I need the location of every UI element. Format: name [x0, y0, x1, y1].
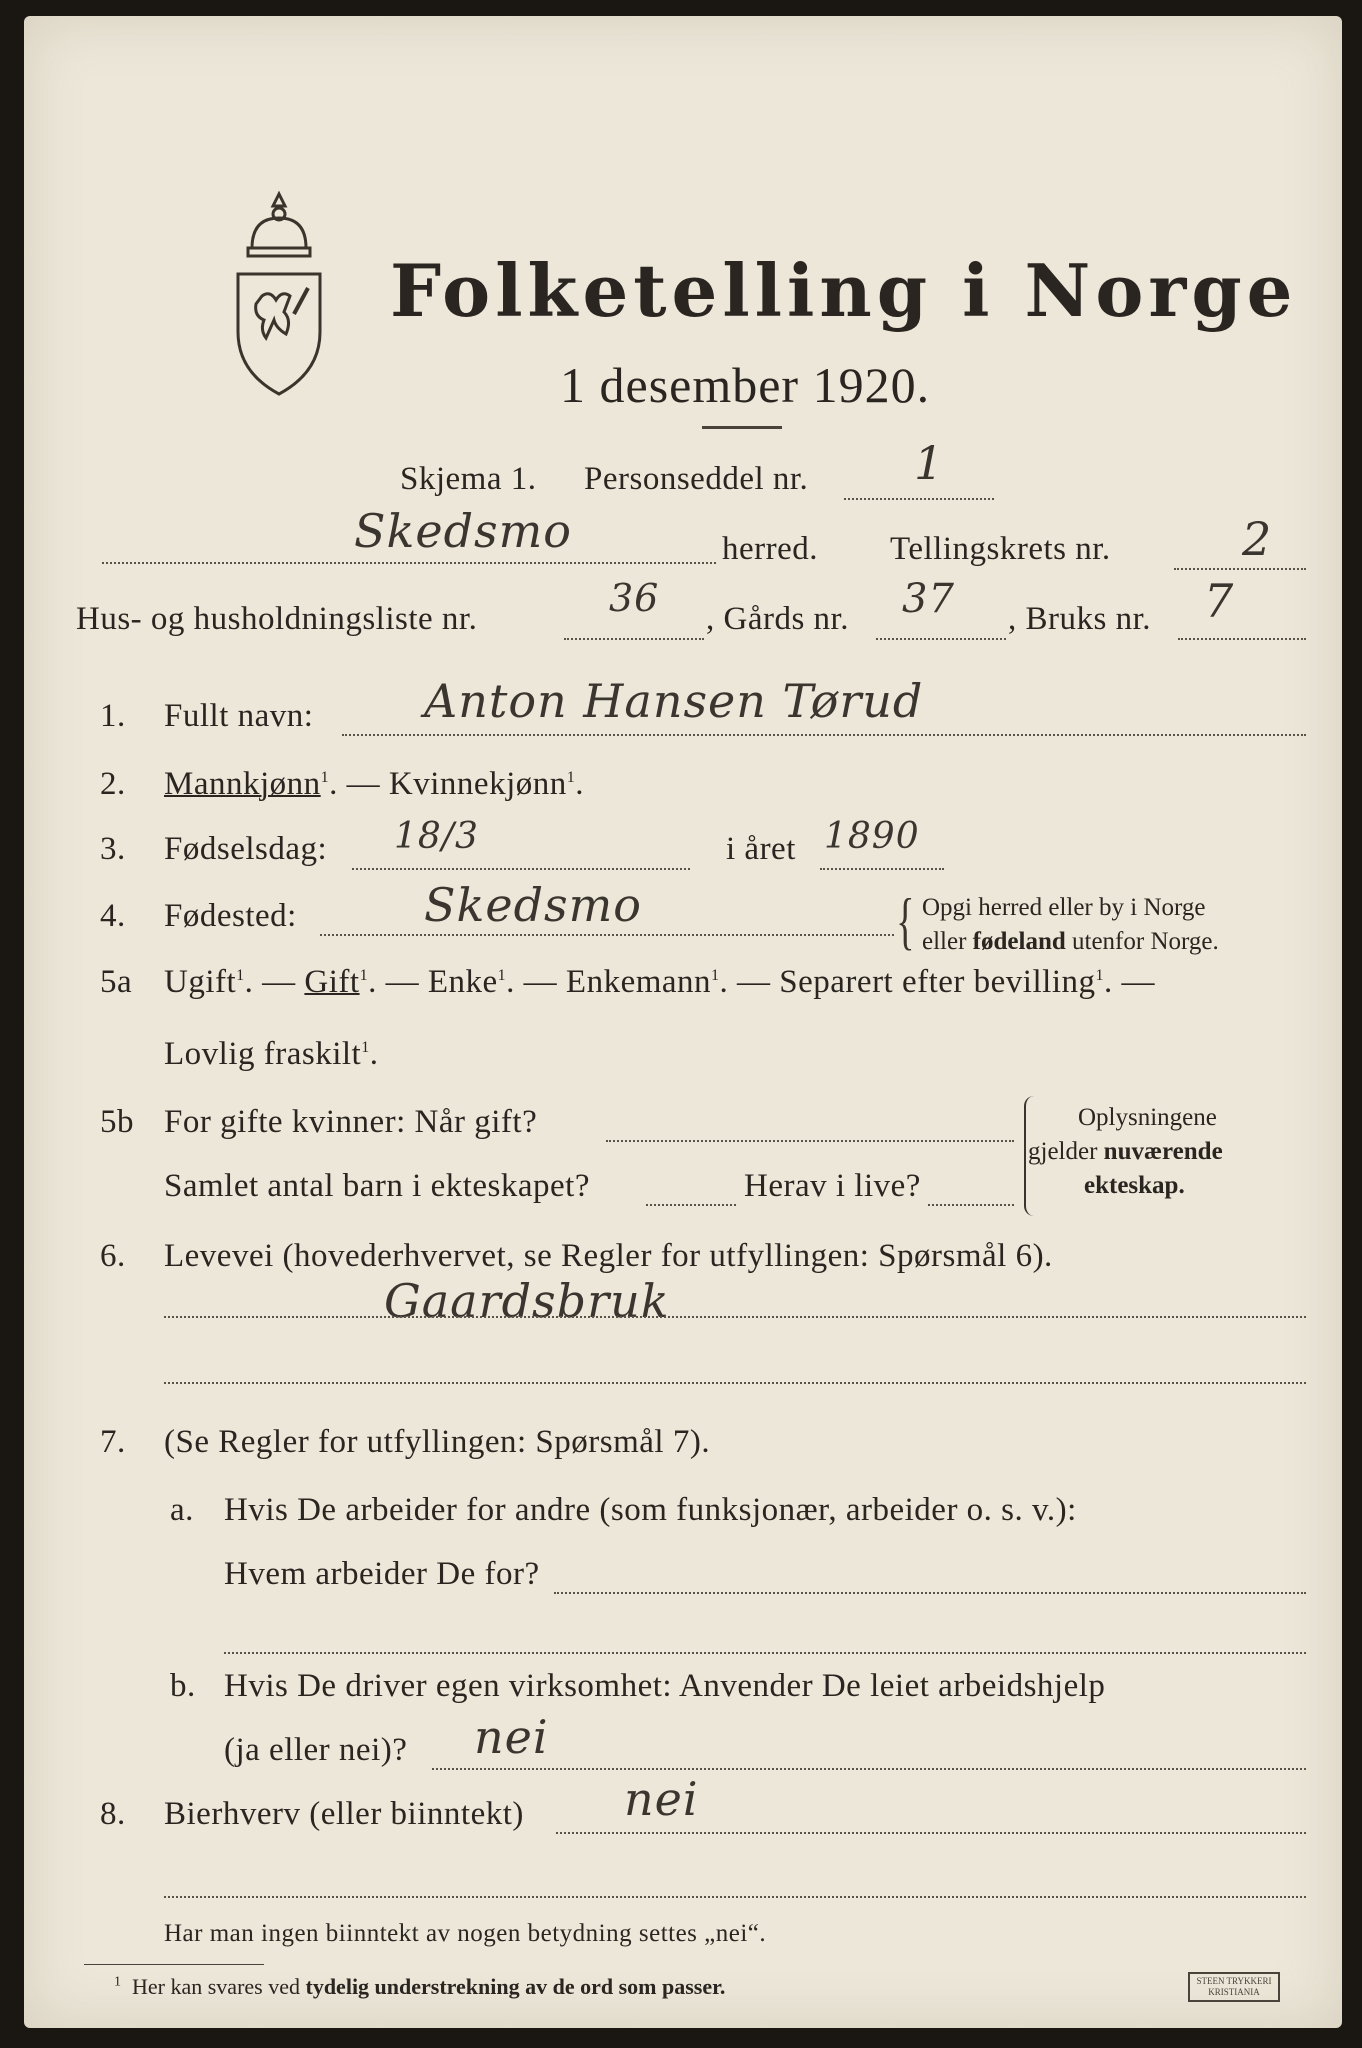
q5a-enkemann-fn: 1 [711, 967, 720, 984]
q5b-note-nuvaerende: nuværende [1103, 1138, 1223, 1165]
q8-number: 8. [100, 1796, 126, 1832]
q1-number: 1. [100, 698, 126, 734]
q8-label: Bierhverv (eller biinntekt) [164, 1796, 524, 1832]
q5a-fraskilt [164, 1036, 378, 1073]
q2-gender-options [164, 766, 584, 803]
q1-label: Fullt navn: [164, 698, 314, 734]
q7b-line2: (ja eller nei)? [224, 1732, 408, 1768]
q3-year-line [820, 868, 944, 870]
q4-note-eller: eller [922, 928, 973, 955]
husliste-label: Hus- og husholdningsliste nr. [76, 601, 478, 637]
q3-number: 3. [100, 831, 126, 867]
q8-extra-line [164, 1896, 1306, 1898]
herred-value: Skedsmo [354, 504, 572, 558]
q7a-line2: Hvem arbeider De for? [224, 1556, 540, 1592]
q7b-value: nei [474, 1710, 549, 1764]
q6-line-2 [164, 1382, 1306, 1384]
q5b-alive-line [928, 1204, 1014, 1206]
q4-number: 4. [100, 898, 126, 934]
q4-value: Skedsmo [424, 878, 642, 932]
q7a-employer-line [554, 1592, 1306, 1594]
q4-note-line2 [922, 928, 1219, 956]
q5a-ugift-fn: 1 [236, 967, 245, 984]
q5a-separert: Separert efter bevilling [779, 964, 1096, 1000]
q5b-note-gjelder: gjelder [1028, 1138, 1104, 1165]
personseddel-label: Personseddel nr. [584, 461, 809, 497]
q5a-fraskilt-fn: 1 [361, 1039, 370, 1056]
q1-line [342, 734, 1306, 736]
q5a-enke-fn: 1 [497, 967, 507, 984]
census-date: 1 desember 1920. [560, 357, 931, 413]
q4-line [320, 934, 894, 936]
q6-label: Levevei (hovederhvervet, se Regler for utfyllingen: Spørsmål 6). [164, 1238, 1053, 1274]
q7a-letter: a. [170, 1492, 194, 1528]
q5b-line1: For gifte kvinner: Når gift? [164, 1104, 538, 1140]
bruks-value: 7 [1204, 574, 1235, 628]
q6-value: Gaardsbruk [384, 1274, 670, 1328]
personseddel-value: 1 [914, 436, 945, 490]
personseddel-line [844, 498, 994, 500]
q5b-note-line1: Oplysningene [1078, 1104, 1217, 1131]
q2-number: 2. [100, 766, 126, 802]
q4-note-line1: Opgi herred eller by i Norge [922, 894, 1206, 921]
herred-label: herred. [722, 531, 819, 567]
q4-note-utenfor: utenfor Norge. [1065, 928, 1219, 955]
q8-line [556, 1832, 1306, 1834]
tellingskrets-value: 2 [1242, 512, 1273, 566]
gards-line [876, 638, 1006, 640]
q7a-line1: Hvis De arbeider for andre (som funksjonær, arbeider o. s. v.): [224, 1492, 1077, 1528]
q8-note: Har man ingen biinntekt av nogen betydning settes „nei“. [164, 1920, 767, 1947]
q2-male-footnote: 1 [320, 769, 330, 786]
q7b-letter: b. [170, 1668, 196, 1704]
q5a-enke: Enke [427, 964, 498, 1000]
q2-end: . [575, 766, 584, 802]
q7-number: 7. [100, 1424, 126, 1460]
q3-day-value: 18/3 [394, 816, 479, 857]
husliste-line [564, 638, 704, 640]
bruks-line [1178, 638, 1306, 640]
tellingskrets-label: Tellingskrets nr. [890, 531, 1111, 567]
q5a-dash-3: . — [506, 964, 566, 1000]
q2-separator: . — [329, 766, 389, 802]
q5a-fraskilt-label: Lovlig fraskilt [164, 1036, 362, 1072]
q5a-gift: Gift [304, 964, 360, 1000]
census-form [24, 16, 1342, 2028]
title-divider [702, 426, 782, 429]
q7b-line1: Hvis De driver egen virksomhet: Anvender De leiet arbeidshjelp [224, 1668, 1106, 1704]
skjema-label: Skjema 1. [400, 461, 537, 497]
q5b-children-line [646, 1204, 736, 1206]
footnote-text-plain: Her kan svares ved [132, 1974, 306, 1999]
q5a-options [164, 964, 1155, 1001]
q8-value: nei [624, 1772, 699, 1826]
q2-male-option: Mannkjønn [164, 766, 321, 802]
bruks-label: , Bruks nr. [1008, 601, 1152, 637]
q5b-alive-label: Herav i live? [744, 1168, 921, 1204]
q5a-ugift: Ugift [164, 964, 237, 1000]
footnote [114, 1974, 725, 2000]
q2-female-footnote: 1 [566, 769, 576, 786]
q5a-dash-2: . — [368, 964, 428, 1000]
footnote-text-bold: tydelig understrekning av de ord som passer. [305, 1974, 726, 1999]
q5a-gift-fn: 1 [359, 967, 369, 984]
q5a-tail: . — [1103, 964, 1155, 1000]
printer-stamp-line2: KRISTIANIA [1208, 1987, 1260, 1997]
q3-year-label: i året [726, 831, 796, 867]
tellingskrets-line [1174, 568, 1306, 570]
printer-stamp-line1: STEEN TRYKKERI [1196, 1976, 1272, 1986]
q2-female-option: Kvinnekjønn [388, 766, 567, 802]
q7-label: (Se Regler for utfyllingen: Spørsmål 7). [164, 1424, 711, 1460]
q5b-children-label: Samlet antal barn i ekteskapet? [164, 1168, 591, 1204]
q5a-dash-4: . — [719, 964, 780, 1000]
form-title: Folketelling i Norge [390, 248, 1298, 333]
q5b-note-line3: ekteskap. [1084, 1172, 1185, 1199]
q5b-note-line2 [1028, 1138, 1223, 1166]
q3-day-line [352, 868, 690, 870]
q3-label: Fødselsdag: [164, 831, 328, 867]
q7a-extra-line [224, 1652, 1306, 1654]
q5a-separert-fn: 1 [1095, 967, 1104, 984]
q5a-dash-1: . — [244, 964, 305, 1000]
q4-note-fodeland: fødeland [972, 928, 1066, 955]
gards-value: 37 [902, 576, 955, 622]
footnote-divider [84, 1964, 264, 1965]
q5b-when-line [606, 1140, 1014, 1142]
q6-line-1 [164, 1316, 1306, 1318]
q5b-number: 5b [100, 1104, 134, 1140]
q6-number: 6. [100, 1238, 126, 1274]
herred-line [102, 562, 716, 564]
q5a-number: 5a [100, 964, 133, 1000]
husliste-value: 36 [609, 576, 660, 620]
q4-brace: { [896, 885, 915, 956]
q5a-fraskilt-end: . [369, 1036, 379, 1072]
q1-value: Anton Hansen Tørud [424, 674, 924, 728]
q7b-line [432, 1768, 1306, 1770]
printer-stamp [1188, 1972, 1280, 2002]
coat-of-arms-icon [224, 186, 334, 401]
footnote-mark: 1 [114, 1974, 121, 1990]
q3-year-value: 1890 [824, 816, 920, 857]
q4-label: Fødested: [164, 898, 297, 934]
q5a-enkemann: Enkemann [565, 964, 712, 1000]
gards-label: , Gårds nr. [706, 601, 849, 637]
